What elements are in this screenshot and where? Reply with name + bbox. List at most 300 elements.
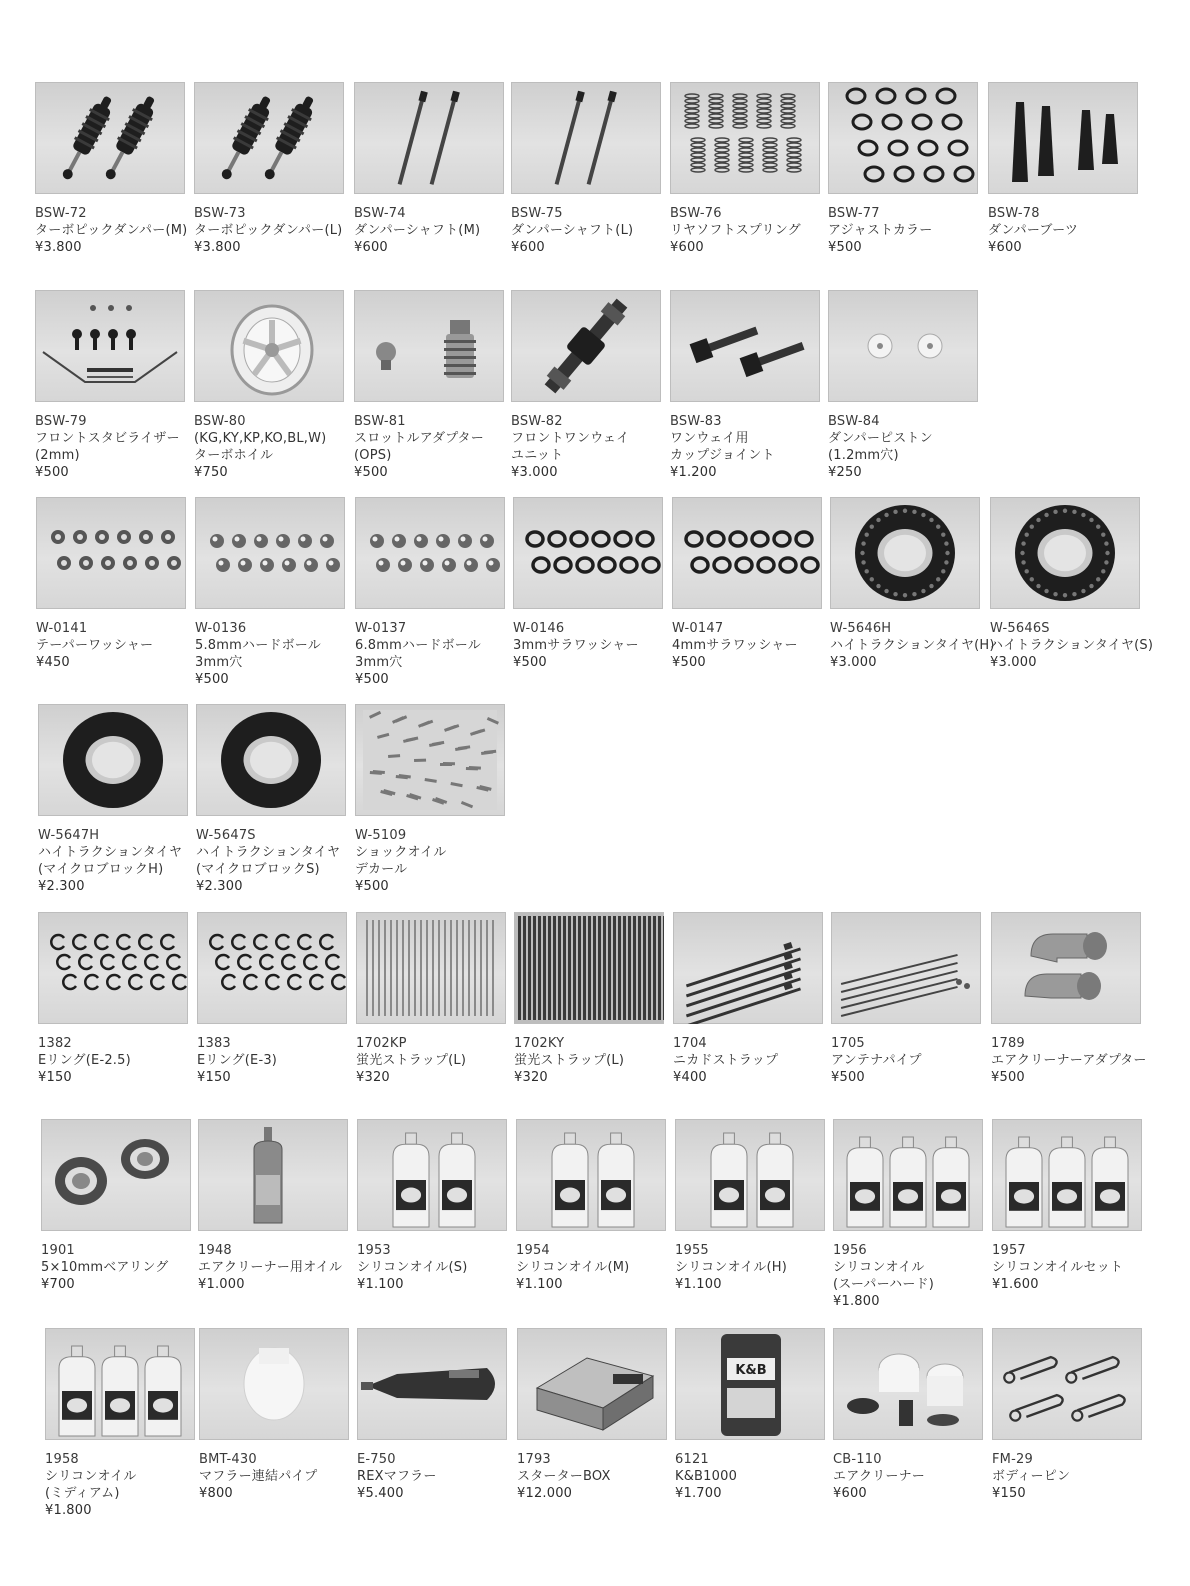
product-name-line: シリコンオイル(S) (357, 1260, 468, 1275)
product-code: BSW-72 (35, 206, 87, 221)
product-photo (199, 1328, 349, 1440)
product-caption (517, 1451, 667, 1502)
product-caption (45, 1451, 195, 1519)
product-photo (194, 290, 344, 402)
product-photo (38, 912, 188, 1024)
product-card (511, 82, 661, 256)
throttle-adapter-icon (354, 290, 504, 402)
product-photo (35, 290, 185, 402)
product-card (990, 497, 1154, 671)
product-caption (35, 205, 188, 256)
product-code: BSW-78 (988, 206, 1040, 221)
product-photo (516, 1119, 666, 1231)
product-photo (990, 497, 1140, 609)
damper-shaft-icon (354, 82, 504, 194)
product-card (991, 912, 1147, 1086)
product-caption (194, 205, 344, 256)
product-caption (672, 620, 822, 671)
product-card (199, 1328, 349, 1502)
product-name-line: REXマフラー (357, 1469, 437, 1484)
damper-shaft-icon (511, 82, 661, 194)
product-price: ¥600 (670, 240, 704, 255)
product-photo (513, 497, 663, 609)
product-card (41, 1119, 191, 1293)
product-photo (198, 1119, 348, 1231)
product-price: ¥3.000 (990, 655, 1037, 670)
product-name-line: ダンパーピストン (828, 431, 933, 446)
bearing-icon (41, 1119, 191, 1231)
product-caption (356, 1035, 506, 1086)
product-price: ¥150 (38, 1070, 72, 1085)
product-price: ¥500 (831, 1070, 865, 1085)
product-code: 1954 (516, 1243, 550, 1258)
product-caption (354, 205, 504, 256)
product-code: 1948 (198, 1243, 232, 1258)
product-name-line: ハイトラクションタイヤ(H) (830, 638, 995, 653)
product-price: ¥1.000 (198, 1277, 245, 1292)
product-code: W-5647S (196, 828, 256, 843)
product-code: W-5109 (355, 828, 407, 843)
product-price: ¥500 (355, 672, 389, 687)
product-name-line: シリコンオイル(H) (675, 1260, 788, 1275)
product-photo (511, 290, 661, 402)
product-photo (36, 497, 186, 609)
product-name-line: エアクリーナー (833, 1469, 926, 1484)
product-card (670, 82, 820, 256)
product-photo (355, 497, 505, 609)
product-caption (990, 620, 1154, 671)
product-price: ¥250 (828, 465, 862, 480)
product-card (38, 912, 188, 1086)
product-card (357, 1119, 507, 1293)
product-name-line: エアクリーナーアダプター (991, 1053, 1147, 1068)
springs-icon (670, 82, 820, 194)
product-code: BSW-75 (511, 206, 563, 221)
product-photo (354, 82, 504, 194)
product-photo (830, 497, 980, 609)
product-photo (194, 82, 344, 194)
product-card (36, 497, 186, 671)
product-name-line: (マイクロブロックS) (196, 862, 320, 877)
product-name-line: 蛍光ストラップ(L) (356, 1053, 467, 1068)
product-name-line: ハイトラクションタイヤ (196, 845, 341, 860)
boots-icon (988, 82, 1138, 194)
product-photo (511, 82, 661, 194)
product-name-line: 6.8mmハードボール (355, 638, 481, 653)
product-price: ¥1.200 (670, 465, 717, 480)
product-card (514, 912, 664, 1086)
product-photo (45, 1328, 195, 1440)
product-price: ¥1.800 (45, 1503, 92, 1518)
spike-tire-icon (990, 497, 1140, 609)
product-photo (514, 912, 664, 1024)
product-name-line: ハイトラクションタイヤ(S) (990, 638, 1154, 653)
product-photo (673, 912, 823, 1024)
product-code: 1702KY (514, 1036, 565, 1051)
product-price: ¥400 (673, 1070, 707, 1085)
shock-absorber-pair-icon (35, 82, 185, 194)
product-photo (675, 1328, 825, 1440)
product-card (828, 82, 978, 256)
product-code: W-0147 (672, 621, 724, 636)
product-name-line: シリコンオイル (833, 1260, 925, 1275)
product-photo (670, 82, 820, 194)
product-card (194, 82, 344, 256)
product-code: 1704 (673, 1036, 707, 1051)
product-caption (511, 205, 661, 256)
product-price: ¥1.100 (516, 1277, 563, 1292)
product-name-line: スロットルアダプター (354, 431, 484, 446)
product-name-line: (ミディアム) (45, 1486, 120, 1501)
hard-balls-icon (355, 497, 505, 609)
product-photo (670, 290, 820, 402)
micro-block-tire-icon (38, 704, 188, 816)
product-name-line: ターボピックダンパー(M) (35, 223, 188, 238)
product-caption (992, 1451, 1142, 1502)
dish-washers-icon (672, 497, 822, 609)
silicone-bottles-icon (675, 1119, 825, 1231)
air-cleaner-icon (833, 1328, 983, 1440)
product-card (992, 1328, 1142, 1502)
product-caption (831, 1035, 981, 1086)
hard-balls-icon (195, 497, 345, 609)
product-name-line: 5.8mmハードボール (195, 638, 321, 653)
product-price: ¥500 (513, 655, 547, 670)
nicad-strap-icon (673, 912, 823, 1024)
product-card (356, 912, 506, 1086)
silicone-bottles-icon (357, 1119, 507, 1231)
product-code: W-0146 (513, 621, 565, 636)
product-name-line: アジャストカラー (828, 223, 933, 238)
product-price: ¥3.800 (194, 240, 241, 255)
body-pins-icon (992, 1328, 1142, 1440)
product-caption (511, 413, 661, 481)
product-code: 1901 (41, 1243, 75, 1258)
product-code: 1953 (357, 1243, 391, 1258)
product-code: 1705 (831, 1036, 865, 1051)
product-caption (673, 1035, 823, 1086)
product-photo (833, 1328, 983, 1440)
strap-dark-icon (514, 912, 664, 1024)
product-caption (670, 413, 820, 481)
product-name-line: テーパーワッシャー (36, 638, 154, 653)
spike-tire-icon (830, 497, 980, 609)
product-code: CB-110 (833, 1452, 882, 1467)
product-photo (195, 497, 345, 609)
one-way-unit-icon (511, 290, 661, 402)
product-price: ¥500 (355, 879, 389, 894)
product-price: ¥700 (41, 1277, 75, 1292)
product-name-line: ショックオイル (355, 845, 447, 860)
product-name-line: Eリング(E-2.5) (38, 1053, 131, 1068)
product-code: BSW-83 (670, 414, 722, 429)
product-caption (833, 1451, 983, 1502)
product-price: ¥12.000 (517, 1486, 573, 1501)
product-photo (517, 1328, 667, 1440)
product-card (198, 1119, 348, 1293)
product-code: BSW-79 (35, 414, 87, 429)
product-card (354, 290, 504, 481)
product-code: BSW-84 (828, 414, 880, 429)
product-price: ¥500 (35, 465, 69, 480)
product-caption (833, 1242, 983, 1310)
product-card (355, 704, 505, 895)
product-card (992, 1119, 1142, 1293)
cup-joint-icon (670, 290, 820, 402)
product-price: ¥3.000 (830, 655, 877, 670)
product-name-line: 4mmサラワッシャー (672, 638, 798, 653)
dish-washers-icon (513, 497, 663, 609)
product-name-line: デカール (355, 862, 408, 877)
product-price: ¥1.700 (675, 1486, 722, 1501)
product-price: ¥500 (991, 1070, 1025, 1085)
product-name-line: ボディーピン (992, 1469, 1071, 1484)
product-name-line: 5×10mmベアリング (41, 1260, 169, 1275)
product-card (45, 1328, 195, 1519)
product-card (357, 1328, 507, 1502)
product-code: W-5647H (38, 828, 100, 843)
product-code: 1789 (991, 1036, 1025, 1051)
product-code: E-750 (357, 1452, 396, 1467)
product-code: BSW-76 (670, 206, 722, 221)
product-code: 6121 (675, 1452, 709, 1467)
product-photo (356, 912, 506, 1024)
product-caption (38, 1035, 188, 1086)
product-name-line: シリコンオイル (45, 1469, 137, 1484)
product-card (988, 82, 1138, 256)
product-card (675, 1119, 825, 1293)
product-code: BMT-430 (199, 1452, 257, 1467)
product-caption (355, 827, 505, 895)
product-name-line: K&B1000 (675, 1469, 738, 1484)
product-caption (195, 620, 345, 688)
product-photo (355, 704, 505, 816)
product-photo (38, 704, 188, 816)
starter-box-icon (517, 1328, 667, 1440)
product-name-line: (マイクロブロックH) (38, 862, 164, 877)
product-caption (675, 1451, 825, 1502)
product-caption (828, 413, 978, 481)
fuel-can-icon (675, 1328, 825, 1440)
product-name-line: ダンパーブーツ (988, 223, 1079, 238)
shock-absorber-pair-icon (194, 82, 344, 194)
product-photo (828, 82, 978, 194)
product-photo (675, 1119, 825, 1231)
product-name-line: カップジョイント (670, 448, 775, 463)
product-photo (988, 82, 1138, 194)
product-price: ¥600 (833, 1486, 867, 1501)
product-name-line: ニカドストラップ (673, 1053, 779, 1068)
silicone-bottles-icon (516, 1119, 666, 1231)
product-card (831, 912, 981, 1086)
silicone-bottles-three-icon (992, 1119, 1142, 1231)
product-code: W-5646H (830, 621, 892, 636)
product-caption (38, 827, 188, 895)
wheel-icon (194, 290, 344, 402)
product-caption (197, 1035, 347, 1086)
product-code: 1957 (992, 1243, 1026, 1258)
product-photo (197, 912, 347, 1024)
product-price: ¥500 (195, 672, 229, 687)
product-price: ¥1.800 (833, 1294, 880, 1309)
product-price: ¥600 (988, 240, 1022, 255)
product-card (196, 704, 346, 895)
product-price: ¥450 (36, 655, 70, 670)
product-card (675, 1328, 825, 1502)
product-code: 1793 (517, 1452, 551, 1467)
product-caption (992, 1242, 1142, 1293)
product-name-line: (KG,KY,KP,KO,BL,W) (194, 431, 327, 446)
product-name-line: (OPS) (354, 448, 392, 463)
product-price: ¥500 (672, 655, 706, 670)
product-caption (675, 1242, 825, 1293)
product-price: ¥500 (354, 465, 388, 480)
product-code: W-0137 (355, 621, 407, 636)
can-brand-label: K&B (735, 1363, 767, 1378)
muffler-icon (357, 1328, 507, 1440)
product-card (38, 704, 188, 895)
product-caption (354, 413, 504, 481)
product-name-line: ターボピックダンパー(L) (194, 223, 343, 238)
product-code: BSW-77 (828, 206, 880, 221)
product-price: ¥1.100 (675, 1277, 722, 1292)
product-card (35, 290, 185, 481)
product-photo (354, 290, 504, 402)
antenna-pipe-icon (831, 912, 981, 1024)
product-photo (41, 1119, 191, 1231)
product-photo (991, 912, 1141, 1024)
product-caption (355, 620, 505, 688)
product-code: W-5646S (990, 621, 1050, 636)
product-photo (833, 1119, 983, 1231)
product-caption (194, 413, 344, 481)
product-code: BSW-80 (194, 414, 246, 429)
product-code: BSW-73 (194, 206, 246, 221)
product-code: 1383 (197, 1036, 231, 1051)
product-code: BSW-74 (354, 206, 406, 221)
product-name-line: ユニット (511, 448, 564, 463)
muffler-pipe-icon (199, 1328, 349, 1440)
product-photo (357, 1328, 507, 1440)
product-card (833, 1119, 983, 1310)
product-card (516, 1119, 666, 1293)
e-rings-icon (38, 912, 188, 1024)
product-caption (828, 205, 978, 256)
stabilizer-icon (35, 290, 185, 402)
product-name-line: リヤソフトスプリング (670, 223, 801, 238)
product-price: ¥5.400 (357, 1486, 404, 1501)
silicone-bottles-three-icon (833, 1119, 983, 1231)
product-price: ¥600 (354, 240, 388, 255)
washers-icon (36, 497, 186, 609)
product-name-line: 3mmサラワッシャー (513, 638, 639, 653)
product-card (517, 1328, 667, 1502)
product-card (833, 1328, 983, 1502)
product-code: BSW-82 (511, 414, 563, 429)
product-caption (670, 205, 820, 256)
product-name-line: Eリング(E-3) (197, 1053, 278, 1068)
product-name-line: ダンパーシャフト(L) (511, 223, 634, 238)
product-price: ¥320 (356, 1070, 390, 1085)
product-name-line: (スーパーハード) (833, 1277, 934, 1292)
product-name-line: シリコンオイル(M) (516, 1260, 630, 1275)
product-code: 1955 (675, 1243, 709, 1258)
product-name-line: 蛍光ストラップ(L) (514, 1053, 625, 1068)
product-caption (991, 1035, 1147, 1086)
product-caption (357, 1242, 507, 1293)
product-card (35, 82, 188, 256)
product-name-line: アンテナパイプ (831, 1053, 922, 1068)
product-code: W-0136 (195, 621, 247, 636)
piston-icon (828, 290, 978, 402)
product-photo (828, 290, 978, 402)
product-price: ¥150 (197, 1070, 231, 1085)
product-caption (196, 827, 346, 895)
product-price: ¥150 (992, 1486, 1026, 1501)
product-price: ¥600 (511, 240, 545, 255)
product-code: 1958 (45, 1452, 79, 1467)
product-caption (514, 1035, 664, 1086)
silicone-bottles-three-icon (45, 1328, 195, 1440)
product-photo (992, 1328, 1142, 1440)
product-card (511, 290, 661, 481)
product-name-line: フロントワンウェイ (511, 431, 630, 446)
product-card (195, 497, 345, 688)
product-price: ¥500 (828, 240, 862, 255)
product-caption (513, 620, 663, 671)
product-name-line: スターターBOX (517, 1469, 611, 1484)
product-code: W-0141 (36, 621, 88, 636)
product-name-line: ダンパーシャフト(M) (354, 223, 481, 238)
product-name-line: 3mm穴 (355, 655, 403, 670)
product-name-line: ワンウェイ用 (670, 431, 749, 446)
product-card (828, 290, 978, 481)
product-card (670, 290, 820, 481)
product-caption (516, 1242, 666, 1293)
product-caption (830, 620, 995, 671)
product-caption (36, 620, 186, 671)
oil-bottle-icon (198, 1119, 348, 1231)
product-name-line: シリコンオイルセット (992, 1260, 1124, 1275)
decal-sheet-icon (355, 704, 505, 816)
product-card (355, 497, 505, 688)
product-code: 1702KP (356, 1036, 407, 1051)
product-code: BSW-81 (354, 414, 406, 429)
product-card (194, 290, 344, 481)
product-price: ¥800 (199, 1486, 233, 1501)
product-card (354, 82, 504, 256)
product-caption (35, 413, 185, 481)
product-photo (196, 704, 346, 816)
product-price: ¥1.100 (357, 1277, 404, 1292)
collars-icon (828, 82, 978, 194)
product-caption (198, 1242, 348, 1293)
product-name-line: ハイトラクションタイヤ (38, 845, 183, 860)
product-price: ¥3.000 (511, 465, 558, 480)
product-card (197, 912, 347, 1086)
product-code: 1382 (38, 1036, 72, 1051)
product-photo (831, 912, 981, 1024)
product-price: ¥750 (194, 465, 228, 480)
product-card (672, 497, 822, 671)
product-price: ¥3.800 (35, 240, 82, 255)
product-card (673, 912, 823, 1086)
product-photo (992, 1119, 1142, 1231)
product-card (513, 497, 663, 671)
strap-light-icon (356, 912, 506, 1024)
product-name-line: 3mm穴 (195, 655, 243, 670)
product-photo (672, 497, 822, 609)
